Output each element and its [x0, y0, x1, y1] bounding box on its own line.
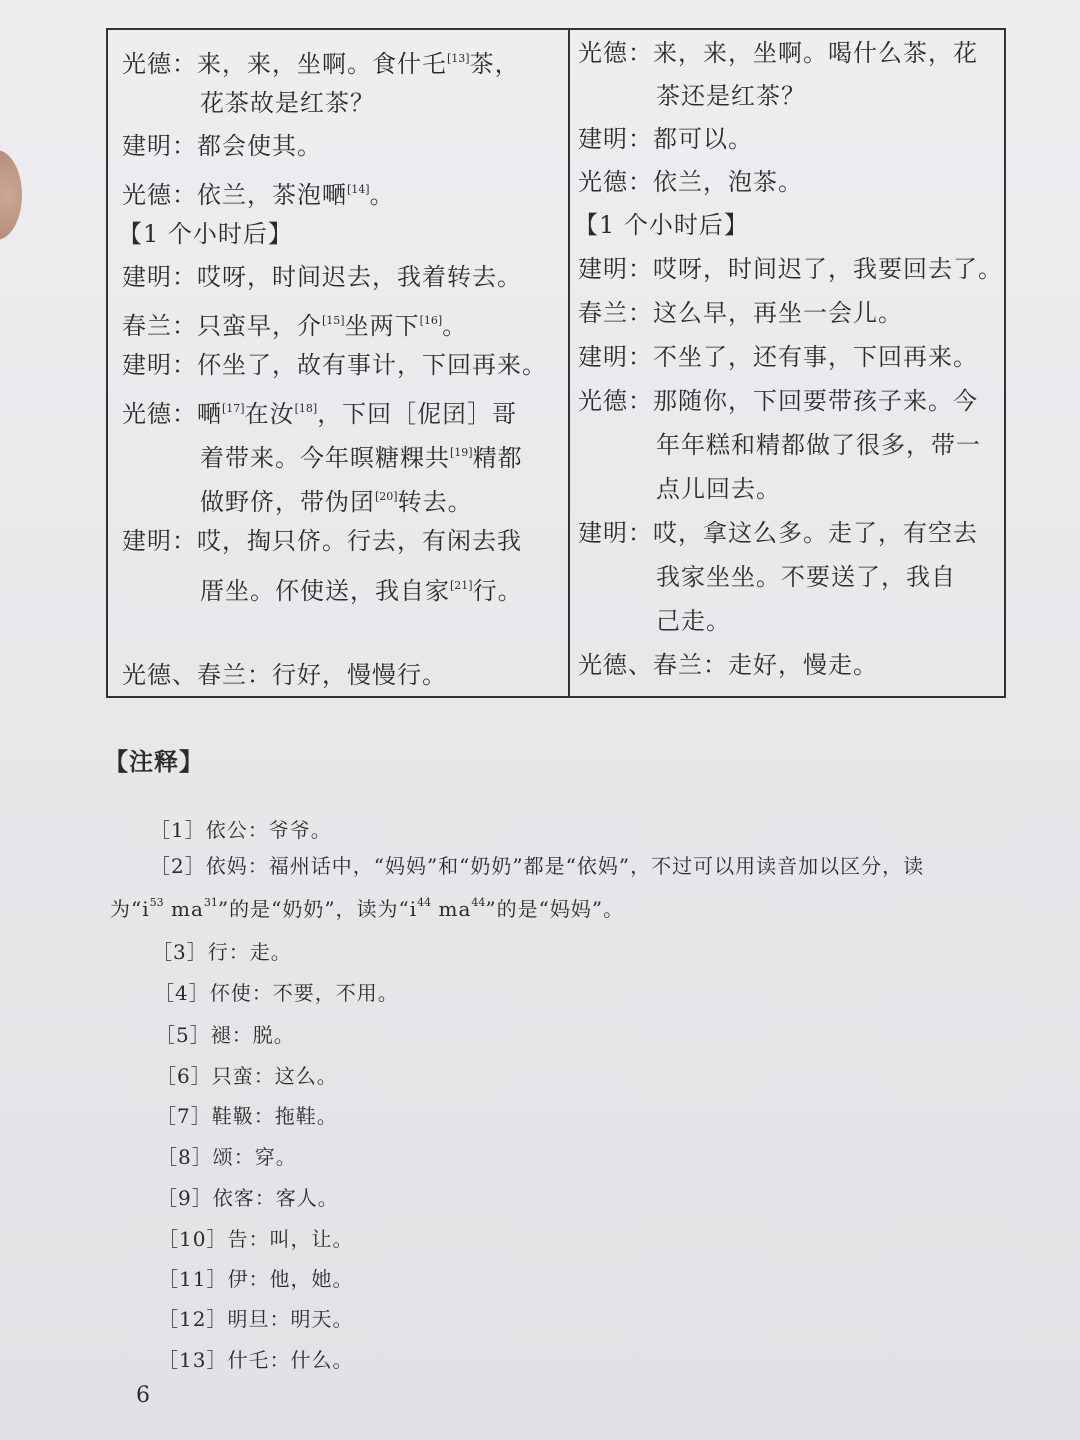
line-text: 这么早，再坐一会儿。	[653, 299, 903, 327]
speaker-label: 建明：	[122, 351, 197, 379]
tone-mark: 53	[149, 896, 164, 909]
tone-mark: 44	[471, 896, 486, 909]
dialect-column	[108, 30, 570, 696]
dialogue-line-cont: 花茶故是红茶？	[200, 89, 375, 117]
dialogue-line	[122, 175, 395, 210]
dialogue-line	[122, 350, 547, 380]
note-text: ma	[431, 897, 472, 921]
line-text: 哎，拿这么多。走了，有空去	[653, 519, 978, 547]
finger-edge	[0, 150, 22, 240]
notes-heading: 【注释】	[104, 747, 204, 776]
dialogue-line-cont: 点儿回去。	[656, 475, 781, 503]
line-text: 来，来，坐啊。喝什么茶，花	[653, 39, 978, 67]
line-text: 都可以。	[653, 125, 753, 153]
line-text: 。	[442, 312, 468, 340]
speaker-label: 建明：	[578, 343, 653, 371]
line-text: 嗮	[197, 400, 222, 428]
tone-mark: 44	[417, 896, 432, 909]
dialogue-line	[578, 254, 1003, 284]
note-item: ［7］鞋靸：拖鞋。	[156, 1104, 338, 1128]
scene-direction: 【1 个小时后】	[574, 211, 749, 239]
dialogue-line	[578, 650, 878, 680]
dialogue-line	[122, 660, 447, 690]
speaker-label: 光德：	[578, 387, 653, 415]
line-text: 那随你，下回要带孩子来。今	[653, 387, 978, 415]
dialogue-line	[122, 44, 520, 79]
line-text: 只蛮早，介	[197, 312, 322, 340]
line-text: 都会使其。	[197, 132, 322, 160]
footnote-ref: [19]	[450, 446, 473, 459]
line-text: 哎呀，时间迟去，我着转去。	[197, 263, 522, 291]
line-text: 坐两下	[344, 312, 420, 340]
dialogue-line	[122, 526, 522, 556]
note-item-cont	[110, 893, 624, 922]
speaker-label: 光德、春兰：	[122, 661, 272, 689]
footnote-ref: [13]	[447, 52, 470, 65]
footnote-ref: [14]	[347, 183, 370, 196]
dialogue-line	[578, 518, 978, 548]
footnote-ref: [17]	[222, 402, 245, 415]
note-text: ma	[163, 897, 204, 921]
dialogue-line	[578, 298, 903, 328]
dialogue-line	[578, 386, 978, 416]
speaker-label: 建明：	[578, 255, 653, 283]
page-number: 6	[136, 1383, 150, 1408]
speaker-label: 光德：	[122, 181, 197, 209]
note-item: ［3］行：走。	[152, 940, 292, 964]
speaker-label: 春兰：	[122, 312, 197, 340]
line-text: 精都	[472, 444, 523, 472]
line-text: 做野侪，带伪囝	[200, 488, 375, 516]
dialogue-line	[578, 38, 978, 68]
dialogue-line-cont: 茶还是红茶？	[656, 82, 806, 110]
line-text: 不坐了，还有事，下回再来。	[653, 343, 978, 371]
line-text: 哎呀，时间迟了，我要回去了。	[653, 255, 1003, 283]
dialogue-line	[578, 124, 753, 154]
note-item: ［8］颂：穿。	[157, 1145, 297, 1169]
speaker-label: 春兰：	[578, 299, 653, 327]
line-text: 依兰，泡茶。	[653, 168, 803, 196]
line-text: 来，来，坐啊。食什乇	[197, 50, 447, 78]
speaker-label: 光德：	[122, 400, 197, 428]
tone-mark: 31	[203, 896, 218, 909]
dialogue-line	[578, 342, 978, 372]
footnote-ref: [18]	[294, 402, 318, 415]
line-text: 行。	[472, 577, 523, 605]
mandarin-column	[570, 30, 1004, 696]
dialogue-table	[106, 28, 1006, 698]
line-text: 行好，慢慢行。	[272, 661, 447, 689]
speaker-label: 建明：	[578, 125, 653, 153]
line-text: 走好，慢走。	[728, 651, 878, 679]
footnote-ref: [15]	[322, 314, 345, 327]
line-text: 在汝	[244, 400, 295, 428]
speaker-label: 光德、春兰：	[578, 651, 728, 679]
dialogue-line-cont	[200, 482, 473, 517]
note-text: ”的是“奶奶”，读为“i	[217, 897, 418, 921]
dialogue-line-cont: 己走。	[656, 607, 731, 635]
speaker-label: 建明：	[122, 132, 197, 160]
dialogue-line	[122, 306, 467, 341]
dialogue-line	[122, 262, 522, 292]
line-text: 厝坐。伓使送，我自家	[200, 577, 450, 605]
line-text: 依兰，茶泡嗮	[197, 181, 347, 209]
speaker-label: 建明：	[122, 527, 197, 555]
line-text: 。	[369, 181, 395, 209]
note-item: ［9］依客：客人。	[157, 1186, 339, 1210]
note-item: ［13］什乇：什么。	[158, 1348, 354, 1372]
note-item: ［1］依公：爷爷。	[150, 818, 332, 842]
note-item: ［6］只蛮：这么。	[156, 1064, 338, 1088]
line-text: 转去。	[397, 488, 473, 516]
dialogue-line-cont	[200, 438, 523, 473]
footnote-ref: [16]	[419, 314, 443, 327]
speaker-label: 光德：	[578, 168, 653, 196]
note-item: ［10］告：叫，让。	[158, 1227, 354, 1251]
speaker-label: 建明：	[122, 263, 197, 291]
note-text: ”的是“妈妈”。	[485, 897, 625, 921]
note-item: ［4］伓使：不要，不用。	[154, 981, 399, 1005]
line-text: 伓坐了，故有事计，下回再来。	[197, 351, 547, 379]
line-text: 哎，掏只侪。行去，有闲去我	[197, 527, 522, 555]
line-text: ，下回［伲囝］哥	[317, 400, 518, 428]
note-item: ［11］伊：他，她。	[158, 1267, 354, 1291]
speaker-label: 建明：	[578, 519, 653, 547]
speaker-label: 光德：	[122, 50, 197, 78]
line-text: 茶，	[469, 50, 520, 78]
line-text: 着带来。今年暝糖粿共	[200, 444, 450, 472]
note-item: ［2］依妈：福州话中，“妈妈”和“奶奶”都是“依妈”，不过可以用读音加以区分，读	[150, 854, 925, 878]
scene-direction: 【1 个小时后】	[118, 220, 293, 248]
dialogue-line-cont: 我家坐坐。不要送了，我自	[656, 563, 956, 591]
note-item: ［5］褪：脱。	[155, 1023, 295, 1047]
dialogue-line	[578, 167, 803, 197]
dialogue-line	[122, 131, 322, 161]
speaker-label: 光德：	[578, 39, 653, 67]
note-text: 为“i	[110, 897, 150, 921]
footnote-ref: [21]	[450, 579, 473, 592]
dialogue-line-cont: 年年糕和精都做了很多，带一	[656, 431, 981, 459]
dialogue-line	[122, 394, 517, 429]
dialogue-line-cont	[200, 571, 523, 606]
note-item: ［12］明旦：明天。	[158, 1307, 354, 1331]
footnote-ref: [20]	[375, 490, 398, 503]
